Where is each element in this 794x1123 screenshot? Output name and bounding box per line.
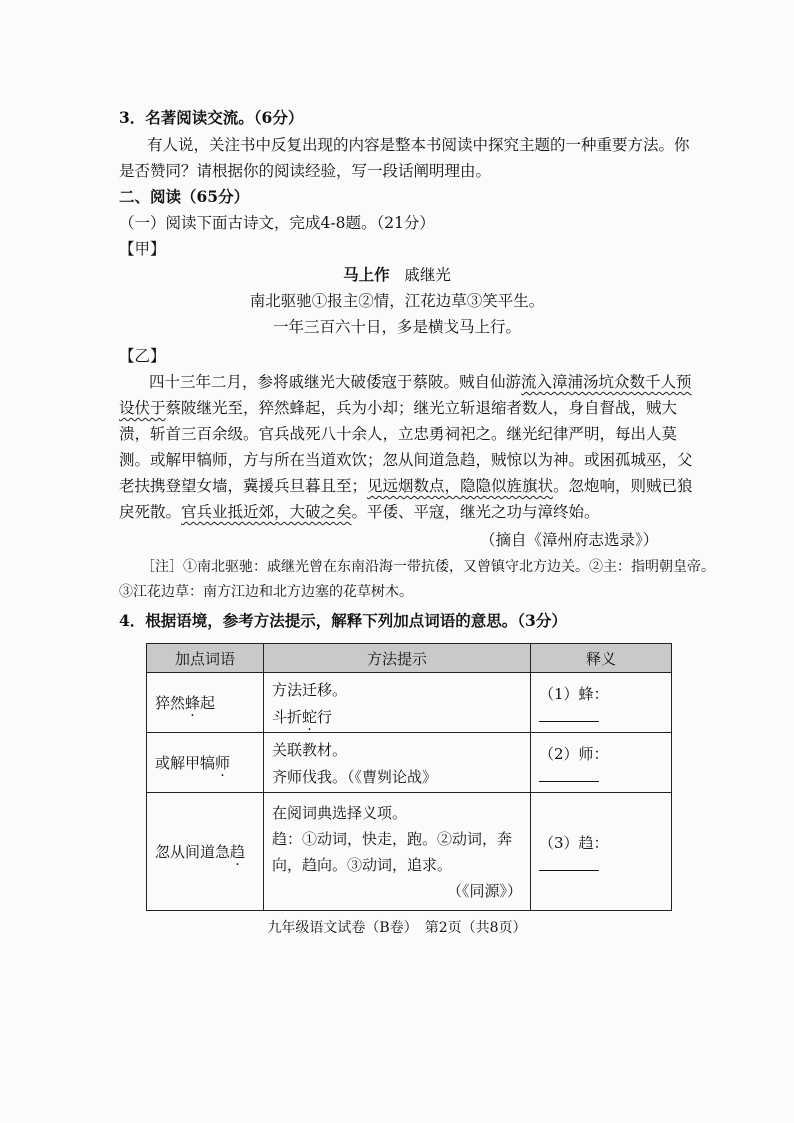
word-text: 猝然蜂起 [155,694,216,712]
hint-line: 关联教材。 [272,740,348,759]
poem-line1: 南北驱驰①报主②情，江花边草③笑平生。 [249,292,545,310]
prose-text: 。平倭、平寇，继光之功与漳终始。 [351,503,600,521]
poem-title: 马上作 [343,265,390,284]
prose-text: 四十三年二月，参将戚继光大破倭寇于蔡陂。贼自仙游 [149,373,522,391]
prose-line1 [149,372,692,392]
hint-line: 向，趋向。③动词，追求。 [272,855,453,874]
table-cell-hint [264,733,531,793]
table-header-meaning: 释义 [531,644,672,673]
prose-line6 [119,502,600,522]
prose-line2 [119,398,677,418]
prose-line5 [119,476,693,496]
section2-heading: 二、阅读（65分） [119,187,250,206]
poem-label: 【甲】 [119,240,166,258]
table-header-word: 加点词语 [147,644,264,673]
poem-title-line [0,265,794,285]
prose-text: 。忽炮响，则贼已狼 [553,477,693,495]
prose-label: 【乙】 [119,347,166,365]
answer-blank[interactable] [539,767,599,782]
prose-underlined-text: 流入漳浦汤坑众数千人预 [521,373,692,391]
prose-line3: 溃，斩首三百余级。官兵战死八十余人，立忠勇祠祀之。继光纪律严明，每出人莫 [119,425,678,443]
table-cell-hint [264,793,531,911]
answer-label: （3）趋： [539,834,609,852]
hint-line: 在阅词典选择义项。 [272,803,408,822]
table-row [147,733,672,793]
table-cell-word [147,733,264,793]
prose-text: 蔡陂继光至，猝然蜂起，兵为小却；继光立斩退缩者数人，身自督战，贼大 [165,399,678,417]
poem-line2: 一年三百六十日，多是横戈马上行。 [272,318,521,336]
page-footer: 九年级语文试卷（B卷） 第2页（共8页） [267,920,527,936]
table-header-row [147,644,672,673]
emphasis-dot-char: 蛇 [302,707,318,726]
table-cell-answer [531,793,672,911]
table-cell-answer [531,673,672,733]
table-header-hint: 方法提示 [264,644,531,673]
hint-source: （《同源》） [446,881,522,900]
prose-underlined-text: 见远烟数点，隐隐似旌旗状 [367,477,554,495]
vocab-table [146,643,672,911]
word-text: 或解甲犒师 [155,754,231,772]
table-row [147,793,672,911]
word-text: 忽从间道急趋 [155,843,246,861]
emphasis-dot-char: 趋 [230,843,246,861]
table-cell-word [147,793,264,911]
q3-body-line1: 有人说，关注书中反复出现的内容是整本书阅读中探究主题的一种重要方法。你 [147,136,690,154]
table-cell-answer [531,733,672,793]
prose-text: 戾死散。 [119,503,182,521]
prose-underlined-text: 设伏于 [119,399,166,417]
answer-label: （2）师： [539,745,609,763]
hint-line: 齐师伐我。（《曹刿论战》 [272,767,438,786]
prose-text: 老扶携登望女墙，冀援兵旦暮且至； [119,477,368,495]
section2-subheading: （一）阅读下面古诗文，完成4-8题。（21分） [119,214,435,232]
hint-line: 方法迁移。 [272,680,348,699]
hint-line: 斗折蛇行 [272,707,333,726]
emphasis-dot-char: 蜂 [185,694,201,712]
table-cell-word [147,673,264,733]
hint-line: 趋：①动词，快走，跑。②动词，奔 [272,829,513,848]
table-row [147,673,672,733]
emphasis-dot-char: 师 [215,754,231,772]
answer-label: （1）蜂： [539,685,609,703]
q3-body-line2: 是否赞同？请根据你的阅读经验，写一段话阐明理由。 [119,162,492,180]
prose-source: （摘自《漳州府志选录》） [480,531,659,549]
q3-heading: 3．名著阅读交流。（6分） [119,108,304,127]
poem-author: 戚继光 [404,266,451,284]
q4-heading: 4．根据语境，参考方法提示，解释下列加点词语的意思。（3分） [119,611,567,630]
notes-line1: ［注］①南北驱驰：戚继光曾在东南沿海一带抗倭，又曾镇守北方边关。②主：指明朝皇帝。 [141,559,715,575]
notes-line2: ③江花边草：南方江边和北方边塞的花草树木。 [119,584,413,600]
table-cell-hint [264,673,531,733]
prose-underlined-text: 官兵业抵近郊，大破之矣 [181,503,352,521]
prose-line4: 测。或解甲犒师，方与所在当道欢饮；忽从间道急趋，贼惊以为神。或困孤城巫，父 [119,451,693,469]
answer-blank[interactable] [539,707,599,722]
answer-blank[interactable] [539,856,599,871]
